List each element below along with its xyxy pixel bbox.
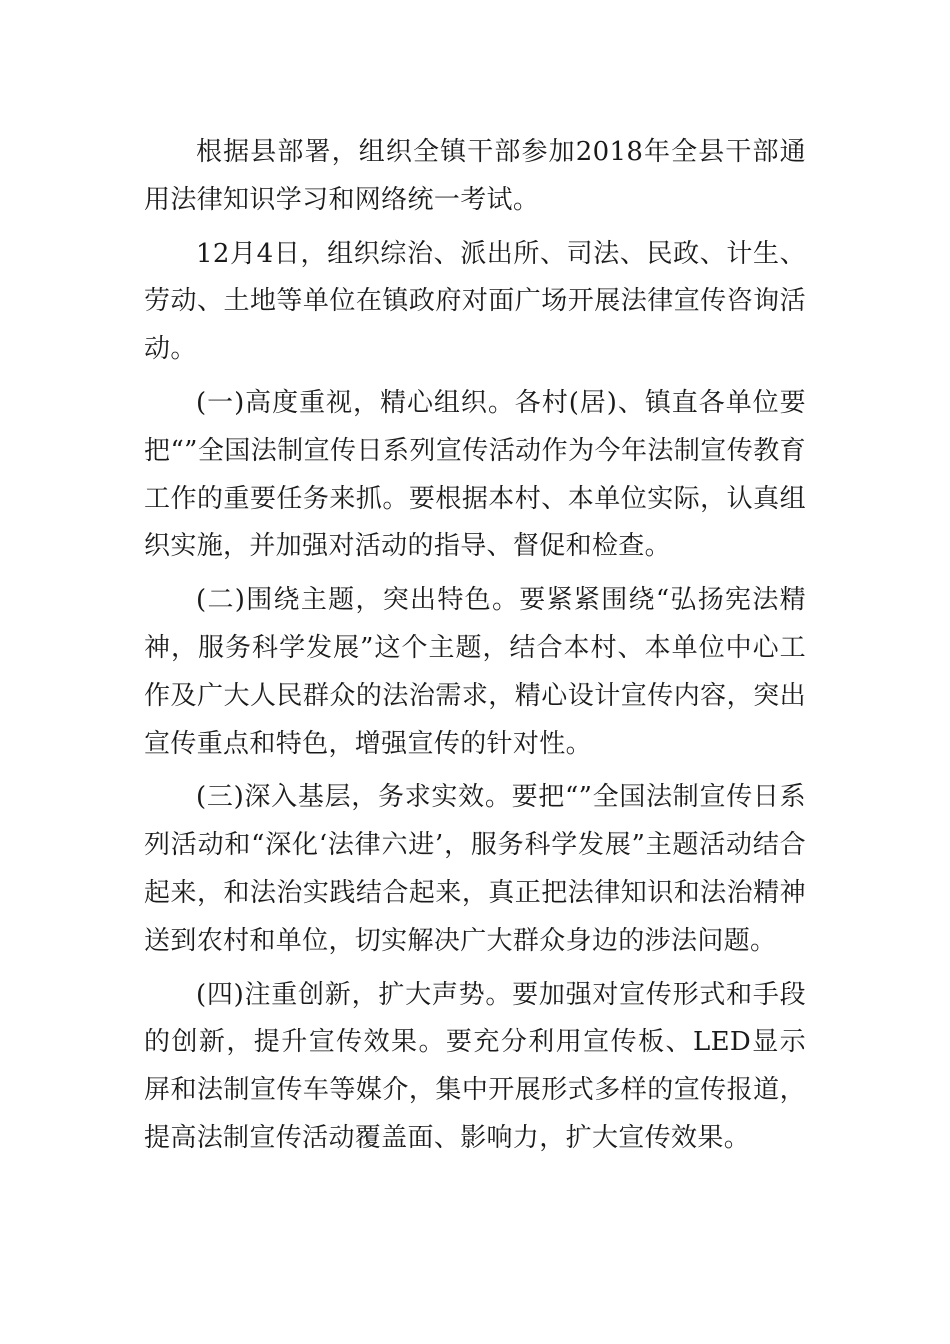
paragraph-exam-participation: 根据县部署，组织全镇干部参加2018年全县干部通用法律知识学习和网络统一考试。 (144, 137, 806, 215)
paragraph-section-three: (三)深入基层，务求实效。要把“”全国法制宣传日系列活动和“深化‘法律六进’，服务科学发展”主题活动结合起来，和法治实践结合起来，真正把法律知识和法治精神送到农村和单位，切实解决广大群众身边的涉法问题。 (144, 782, 806, 956)
document-body (144, 129, 806, 1163)
paragraph-section-four: (四)注重创新，扩大声势。要加强对宣传形式和手段的创新，提升宣传效果。要充分利用宣传板、LED显示屏和法制宣传车等媒介，集中开展形式多样的宣传报道，提高法制宣传活动覆盖面、影响力，扩大宣传效果。 (144, 979, 806, 1153)
paragraph-section-two: (二)围绕主题，突出特色。要紧紧围绕“弘扬宪法精神，服务科学发展”这个主题，结合本村、本单位中心工作及广大人民群众的法治需求，精心设计宣传内容，突出宣传重点和特色，增强宣传的针对性。 (144, 585, 806, 759)
paragraph-section-one: (一)高度重视，精心组织。各村(居)、镇直各单位要把“”全国法制宣传日系列宣传活动作为今年法制宣传教育工作的重要任务来抓。要根据本村、本单位实际，认真组织实施，并加强对活动的指导、督促和检查。 (144, 387, 806, 562)
paragraph-consultation-event: 12月4日，组织综治、派出所、司法、民政、计生、劳动、土地等单位在镇政府对面广场开展法律宣传咨询活动。 (144, 238, 806, 365)
